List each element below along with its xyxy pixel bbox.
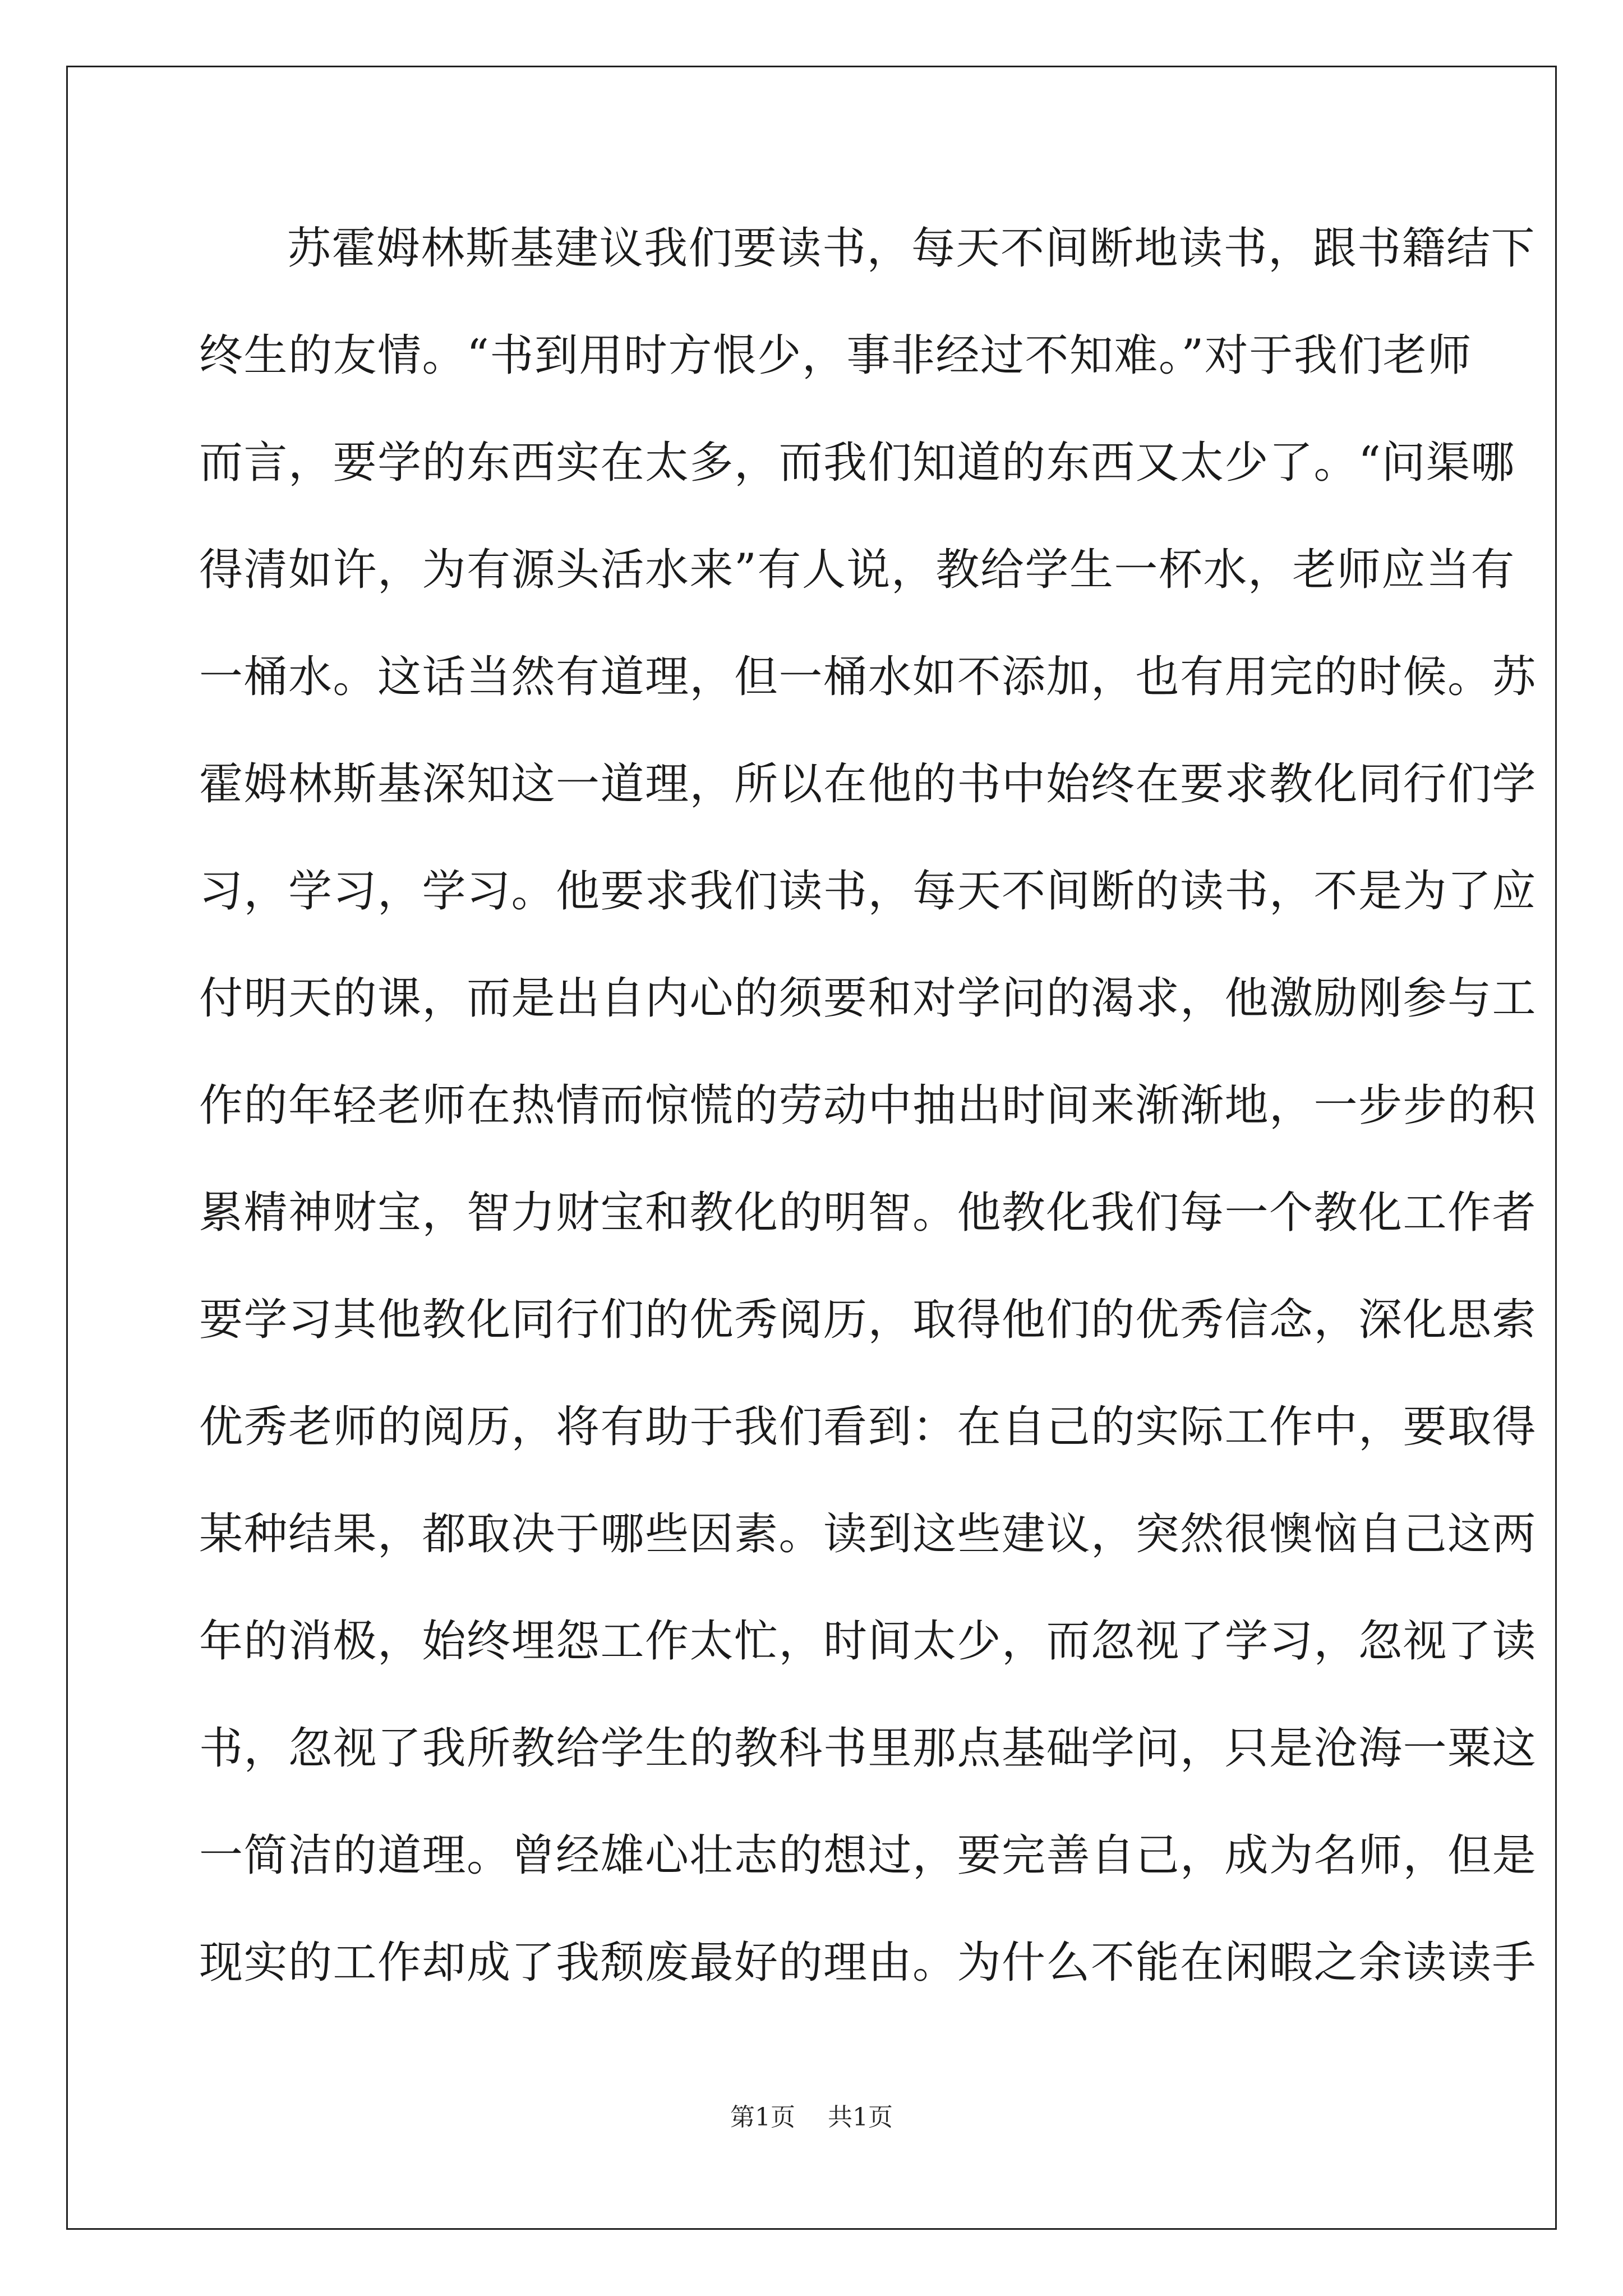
- page-footer: [0, 2101, 1623, 2134]
- page-number: 第1页: [730, 2103, 795, 2132]
- text-line-9: 作的年轻老师在热情而惊慌的劳动中抽出时间来渐渐地，一步步的积: [199, 1080, 1537, 1131]
- text-line-17: 现实的工作却成了我颓废最好的理由。为什么不能在闲暇之余读读手: [199, 1938, 1537, 1988]
- text-line-5: 一桶水。这话当然有道理，但一桶水如不添加，也有用完的时候。苏: [199, 652, 1537, 702]
- page-total: 共1页: [828, 2103, 893, 2132]
- text-line-8: 付明天的课，而是出自内心的须要和对学问的渴求，他激励刚参与工: [199, 973, 1537, 1024]
- text-line-3: 而言，要学的东西实在太多，而我们知道的东西又太少了。“问渠哪: [199, 438, 1515, 488]
- text-line-11: 要学习其他教化同行们的优秀阅历，取得他们的优秀信念，深化思索: [199, 1295, 1537, 1345]
- text-line-6: 霍姆林斯基深知这一道理，所以在他的书中始终在要求教化同行们学: [199, 759, 1537, 809]
- text-line-16: 一简洁的道理。曾经雄心壮志的想过，要完善自己，成为名师，但是: [199, 1830, 1537, 1881]
- text-line-15: 书，忽视了我所教给学生的教科书里那点基础学问，只是沧海一粟这: [199, 1723, 1537, 1774]
- text-line-7: 习，学习，学习。他要求我们读书，每天不间断的读书，不是为了应: [199, 866, 1537, 917]
- text-line-12: 优秀老师的阅历，将有助于我们看到：在自己的实际工作中，要取得: [199, 1402, 1537, 1452]
- text-line-2: 终生的友情。“书到用时方恨少，事非经过不知难。”对于我们老师: [199, 330, 1472, 381]
- text-line-14: 年的消极，始终埋怨工作太忙，时间太少，而忽视了学习，忽视了读: [199, 1616, 1537, 1667]
- text-line-1: 苏霍姆林斯基建议我们要读书，每天不间断地读书，跟书籍结下: [287, 223, 1536, 274]
- text-line-10: 累精神财宝，智力财宝和教化的明智。他教化我们每一个教化工作者: [199, 1188, 1537, 1238]
- text-line-4: 得清如许，为有源头活水来”有人说，教给学生一杯水，老师应当有: [199, 545, 1515, 595]
- text-line-13: 某种结果，都取决于哪些因素。读到这些建议，突然很懊恼自己这两: [199, 1509, 1537, 1559]
- body-paragraph: [199, 222, 1537, 2043]
